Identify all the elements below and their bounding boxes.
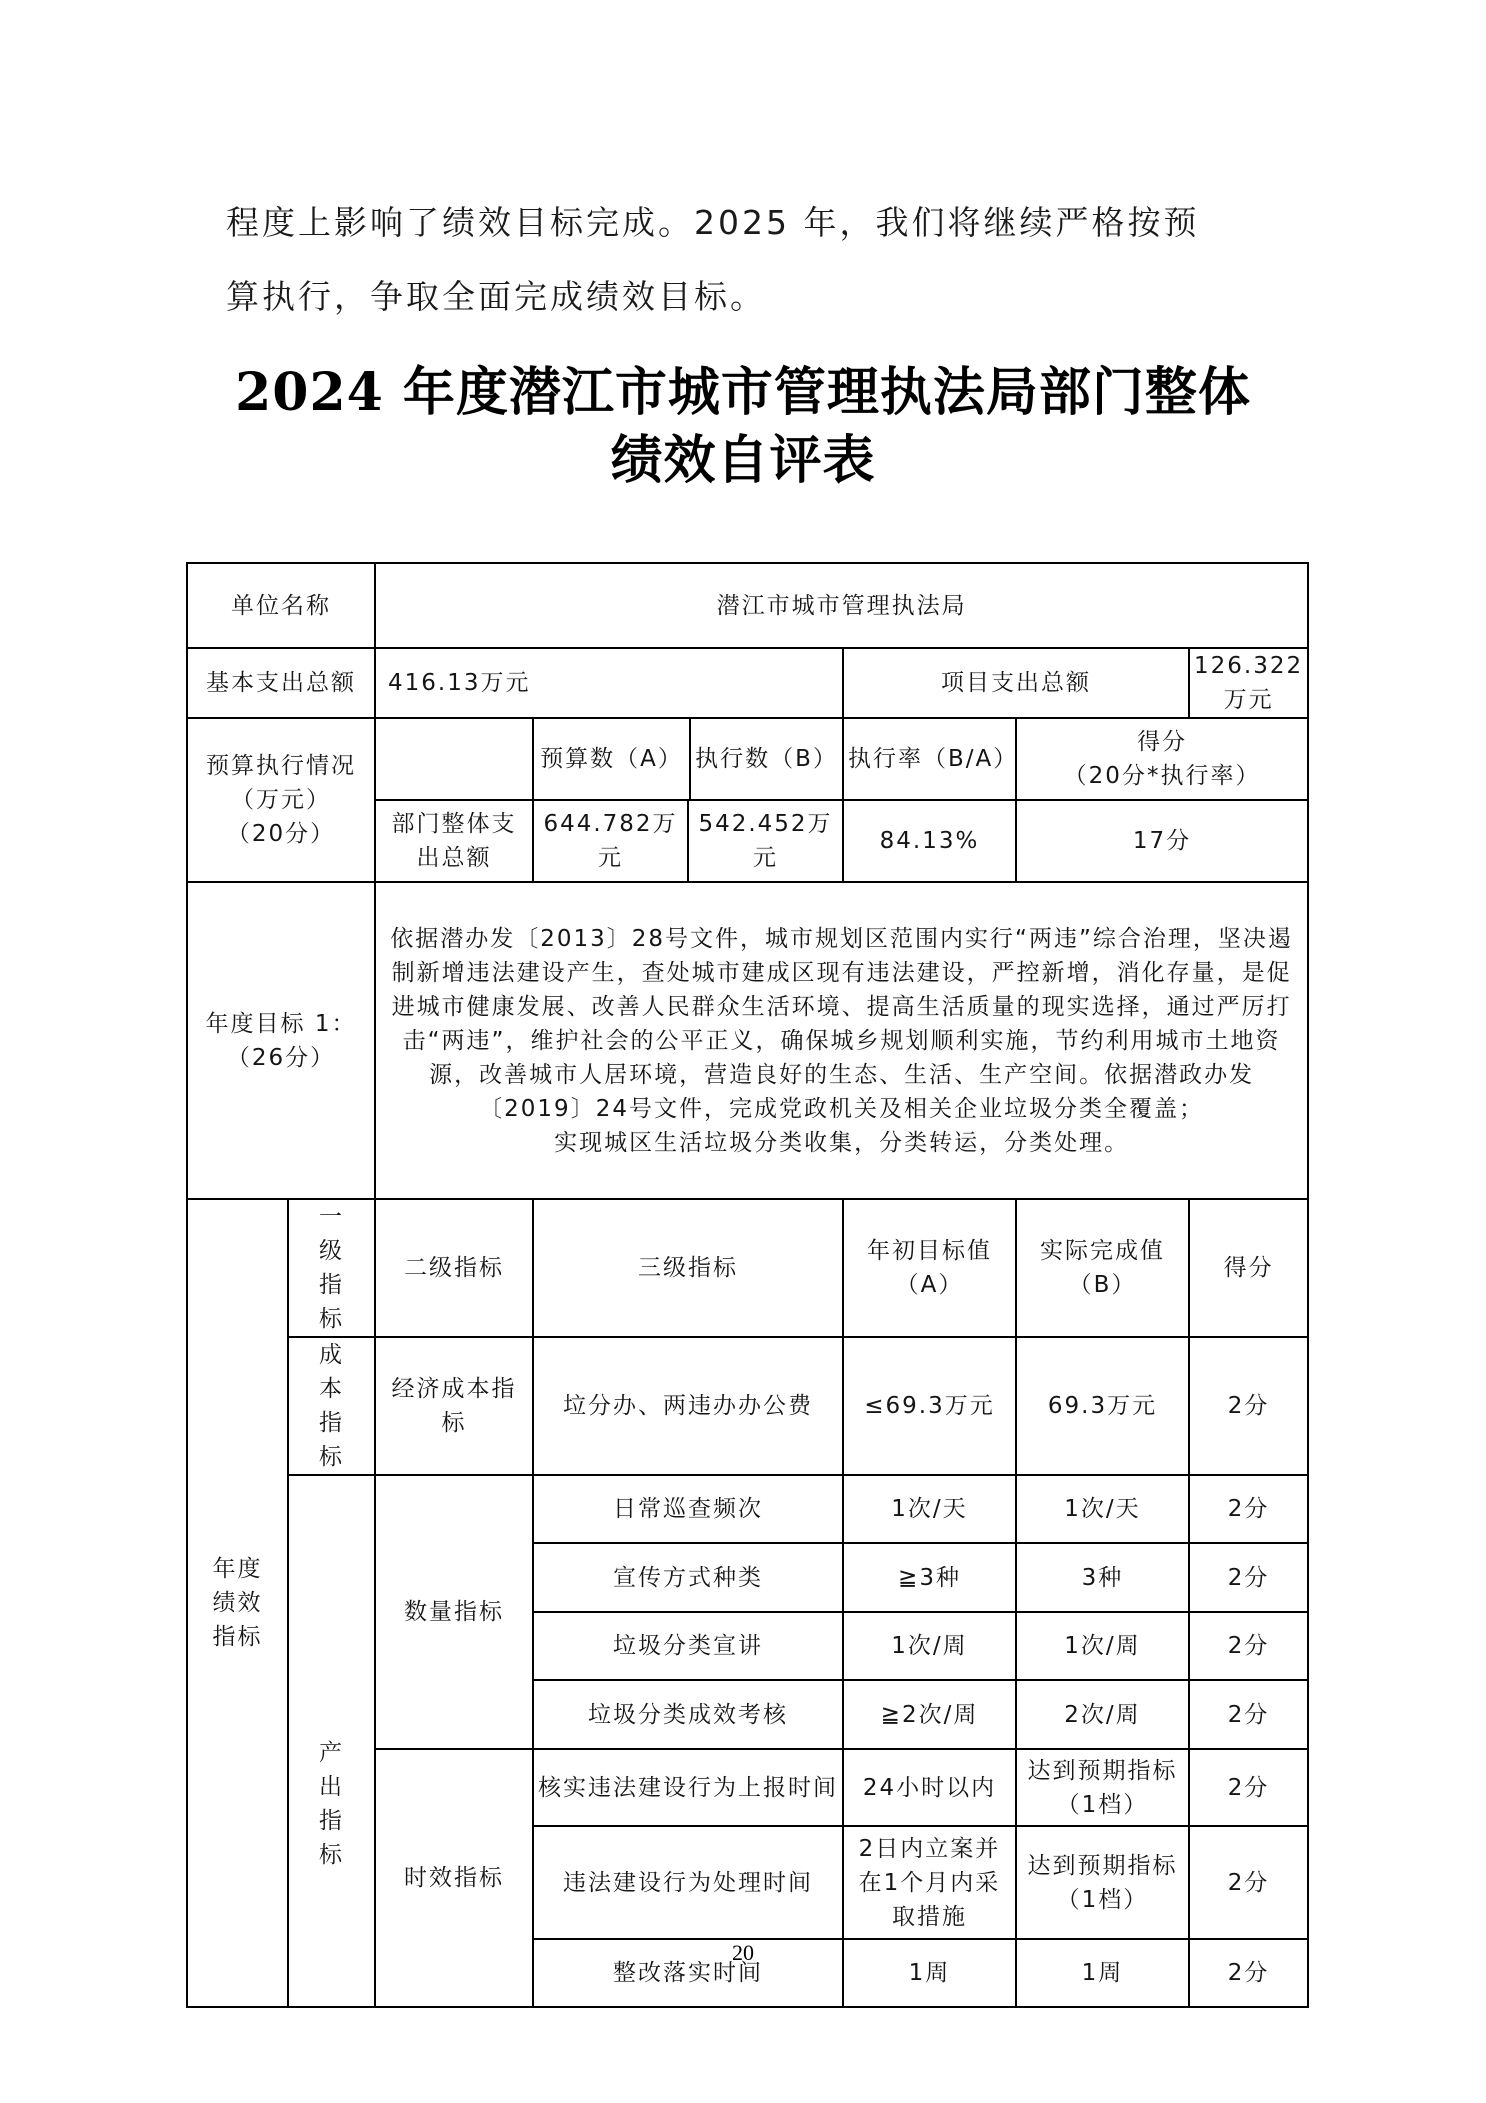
budget-header-budget: 预算数（A） (534, 719, 691, 799)
budget-header-split-cell (533, 718, 843, 800)
timeliness-level3: 违法建设行为处理时间 (533, 1826, 843, 1939)
budget-exec-label-line-3: （20分） (226, 821, 336, 847)
basic-expense-label: 基本支出总额 (187, 648, 375, 718)
header-level1: 一级指标 (288, 1199, 375, 1337)
budget-header-rate: 执行率（B/A） (843, 718, 1016, 800)
table-row (187, 1475, 1308, 1543)
header-level2: 二级指标 (375, 1199, 533, 1337)
annual-goal-text-last: 实现城区生活垃圾分类收集，分类转运，分类处理。 (554, 1129, 1130, 1156)
quantity-actual: 1次/天 (1016, 1475, 1189, 1543)
indicator-header-row (187, 1199, 1308, 1337)
project-expense-label: 项目支出总额 (843, 648, 1189, 718)
budget-header-executed: 执行数（B） (695, 746, 838, 772)
page-number: 20 (732, 1940, 754, 1965)
quantity-score: 2分 (1189, 1612, 1308, 1680)
cost-target: ≤69.3万元 (843, 1337, 1016, 1475)
quantity-level3: 垃圾分类成效考核 (533, 1680, 843, 1749)
cost-level2: 经济成本指标 (375, 1337, 533, 1475)
quantity-level3: 宣传方式种类 (533, 1543, 843, 1612)
header-target (843, 1199, 1016, 1337)
quantity-level3: 垃圾分类宣讲 (533, 1612, 843, 1680)
budget-header-blank (375, 718, 533, 800)
expense-row (187, 648, 1308, 718)
intro-paragraph-line-1: 程度上影响了绩效目标完成。2025 年，我们将继续严格按预 (226, 203, 1200, 242)
timeliness-score: 2分 (1189, 1826, 1308, 1939)
annual-goal-row (187, 882, 1308, 1199)
quantity-score: 2分 (1189, 1543, 1308, 1612)
indicators-label-line-2: 绩效 (212, 1590, 263, 1616)
timeliness-score: 2分 (1189, 1749, 1308, 1826)
quantity-target: ≧2次/周 (843, 1680, 1016, 1749)
page-title-line-2: 绩效自评表 (610, 430, 876, 491)
performance-evaluation-table (186, 562, 1309, 2008)
project-expense-value: 126.322万元 (1189, 648, 1308, 718)
budget-exec-label-line-2: （万元） (231, 787, 331, 813)
timeliness-level3: 整改落实时间 (533, 1939, 843, 2007)
annual-goal-label-line-1: 年度目标 1： (205, 1010, 357, 1037)
budget-header-row (187, 718, 1308, 800)
quantity-score: 2分 (1189, 1680, 1308, 1749)
budget-row-label: 部门整体支出总额 (375, 800, 533, 882)
cost-level3: 垃分办、两违办办公费 (533, 1337, 843, 1475)
annual-goal-label-line-2: （26分） (226, 1044, 336, 1071)
budget-score-value: 17分 (1016, 800, 1308, 882)
quantity-level3: 日常巡查频次 (533, 1475, 843, 1543)
quantity-target: 1次/周 (843, 1612, 1016, 1680)
timeliness-actual: 1周 (1016, 1939, 1189, 2007)
budget-values-split-cell (533, 800, 843, 882)
header-actual (1016, 1199, 1189, 1337)
timeliness-actual: 达到预期指标（1档） (1016, 1826, 1189, 1939)
header-score: 得分 (1189, 1199, 1308, 1337)
timeliness-actual: 达到预期指标（1档） (1016, 1749, 1189, 1826)
unit-name-label: 单位名称 (187, 563, 375, 648)
budget-header-score (1016, 718, 1308, 800)
annual-goal-text-cell (375, 882, 1308, 1199)
timeliness-score: 2分 (1189, 1939, 1308, 2007)
page-title-line-1: 2024 年度潜江市城市管理执法局部门整体 (235, 362, 1251, 423)
basic-expense-value: 416.13万元 (375, 648, 843, 718)
intro-paragraph-line-2: 算执行，争取全面完成绩效目标。 (226, 277, 766, 316)
annual-goal-text: 依据潜办发〔2013〕28号文件，城市规划区范围内实行“两违”综合治理，坚决遏制新增违法建设产生，查处城市建成区现有违法建设，严控新增，消化存量，是促进城市健康发展、改善人民群众生活环境、提高生活质量的现实选择，通过严厉打击“两违”，维护社会的公平正义，确保城乡规划顺利实施，节约利用城市土地资源，改善城市人居环境，营造良好的生态、生活、生产空间。依据潜政办发〔2019〕24号文件，完成党政机关及相关企业垃圾分类全覆盖； (390, 925, 1293, 1122)
rate-value: 84.13% (843, 800, 1016, 882)
budget-exec-label (187, 718, 375, 882)
header-target-line-2: （A） (895, 1272, 964, 1298)
budget-header-score-line-1: 得分 (1137, 729, 1188, 755)
table-row (187, 1337, 1308, 1475)
quantity-target: ≧3种 (843, 1543, 1016, 1612)
cost-actual: 69.3万元 (1016, 1337, 1189, 1475)
header-target-line-1: 年初目标值 (867, 1238, 992, 1264)
executed-value: 542.452万元 (698, 811, 833, 871)
header-level3: 三级指标 (533, 1199, 843, 1337)
quantity-score: 2分 (1189, 1475, 1308, 1543)
timeliness-target: 1周 (843, 1939, 1016, 2007)
header-actual-line-1: 实际完成值 (1040, 1238, 1165, 1264)
timeliness-target: 24小时以内 (843, 1749, 1016, 1826)
quantity-actual: 3种 (1016, 1543, 1189, 1612)
annual-goal-label (187, 882, 375, 1199)
cost-score: 2分 (1189, 1337, 1308, 1475)
quantity-target: 1次/天 (843, 1475, 1016, 1543)
timeliness-level3: 核实违法建设行为上报时间 (533, 1749, 843, 1826)
budget-value: 644.782万元 (534, 801, 689, 881)
timeliness-target: 2日内立案并在1个月内采取措施 (843, 1826, 1016, 1939)
timeliness-level2: 时效指标 (375, 1749, 533, 2007)
indicators-label (187, 1199, 288, 2007)
indicators-label-line-3: 指标 (212, 1624, 263, 1650)
quantity-level2: 数量指标 (375, 1475, 533, 1749)
unit-name-row (187, 563, 1308, 648)
indicators-label-line-1: 年度 (212, 1556, 263, 1582)
quantity-actual: 1次/周 (1016, 1612, 1189, 1680)
cost-level1: 成本指标 (288, 1337, 375, 1475)
budget-header-score-line-2: （20分*执行率） (1063, 763, 1261, 789)
unit-name-value: 潜江市城市管理执法局 (375, 563, 1308, 648)
output-level1: 产出指标 (288, 1475, 375, 2007)
quantity-actual: 2次/周 (1016, 1680, 1189, 1749)
header-actual-line-2: （B） (1068, 1272, 1137, 1298)
budget-exec-label-line-1: 预算执行情况 (206, 753, 356, 779)
